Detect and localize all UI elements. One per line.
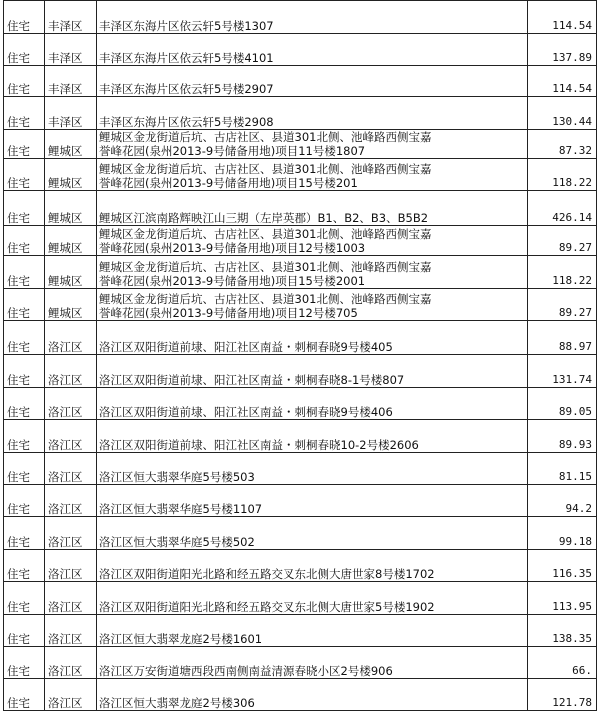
cell-address (97, 191, 528, 226)
cell-area: 114.54 (528, 1, 597, 34)
cell-district: 洛江区 (45, 355, 97, 388)
address-line: 鲤城区金龙街道后坑、古店社区、县道301北侧、池峰路西侧宝嘉 (99, 162, 432, 176)
cell-area: 118.22 (528, 256, 597, 289)
cell-address (97, 485, 528, 517)
cell-district: 洛江区 (45, 582, 97, 615)
cell-district: 丰泽区 (45, 1, 97, 34)
cell-property-type: 住宅 (4, 66, 45, 97)
table-row (4, 615, 597, 647)
table-row (4, 517, 597, 550)
address-line: 洛江区恒大翡翠华庭5号楼502 (99, 535, 255, 549)
cell-district: 洛江区 (45, 321, 97, 355)
address-line: 丰泽区东海片区依云轩5号楼1307 (99, 19, 274, 33)
cell-area: 138.35 (528, 615, 597, 647)
cell-district: 洛江区 (45, 550, 97, 582)
cell-address (97, 388, 528, 420)
table-row (4, 226, 597, 256)
cell-district: 洛江区 (45, 420, 97, 453)
cell-property-type: 住宅 (4, 321, 45, 355)
cell-area: 114.54 (528, 66, 597, 97)
cell-district: 洛江区 (45, 615, 97, 647)
cell-property-type: 住宅 (4, 159, 45, 191)
address-line: 誉峰花园(泉州2013-9号储备用地)项目15号楼2001 (99, 274, 366, 288)
table-row (4, 679, 597, 711)
cell-district: 洛江区 (45, 388, 97, 420)
table-row (4, 550, 597, 582)
address-line: 鲤城区江滨南路辉映江山三期（左岸英郡）B1、B2、B3、B5B2 (99, 211, 429, 225)
table-row (4, 1, 597, 34)
address-line: 鲤城区金龙街道后坑、古店社区、县道301北侧、池峰路西侧宝嘉 (99, 292, 432, 306)
table-row (4, 647, 597, 679)
cell-area: 131.74 (528, 355, 597, 388)
cell-area: 89.05 (528, 388, 597, 420)
cell-area: 66. (528, 647, 597, 679)
address-line: 洛江区恒大翡翠龙庭2号楼306 (99, 696, 255, 710)
table-row (4, 191, 597, 226)
table-row (4, 582, 597, 615)
cell-address (97, 582, 528, 615)
table-row (4, 97, 597, 130)
cell-property-type: 住宅 (4, 550, 45, 582)
cell-district: 鲤城区 (45, 130, 97, 159)
cell-address (97, 615, 528, 647)
cell-district: 鲤城区 (45, 226, 97, 256)
table-row (4, 130, 597, 159)
cell-area: 89.27 (528, 226, 597, 256)
cell-area: 88.97 (528, 321, 597, 355)
address-line: 鲤城区金龙街道后坑、古店社区、县道301北侧、池峰路西侧宝嘉 (99, 227, 432, 241)
table-row (4, 256, 597, 289)
cell-property-type: 住宅 (4, 289, 45, 321)
cell-district: 丰泽区 (45, 34, 97, 66)
cell-address (97, 256, 528, 289)
table-row (4, 453, 597, 485)
cell-district: 丰泽区 (45, 97, 97, 130)
cell-address (97, 355, 528, 388)
cell-district: 洛江区 (45, 453, 97, 485)
cell-area: 118.22 (528, 159, 597, 191)
cell-property-type: 住宅 (4, 679, 45, 711)
cell-area: 113.95 (528, 582, 597, 615)
cell-area: 89.93 (528, 420, 597, 453)
table-body (4, 1, 597, 711)
cell-address (97, 159, 528, 191)
cell-property-type: 住宅 (4, 420, 45, 453)
address-line: 丰泽区东海片区依云轩5号楼2907 (99, 82, 274, 96)
table-row (4, 388, 597, 420)
cell-area: 130.44 (528, 97, 597, 130)
cell-address (97, 679, 528, 711)
cell-address (97, 226, 528, 256)
address-line: 誉峰花园(泉州2013-9号储备用地)项目12号楼705 (99, 306, 358, 320)
table-row (4, 289, 597, 321)
address-line: 洛江区双阳街道前埭、阳江社区南益・刺桐春晓10-2号楼2606 (99, 438, 419, 452)
address-line: 鲤城区金龙街道后坑、古店社区、县道301北侧、池峰路西侧宝嘉 (99, 260, 432, 274)
cell-property-type: 住宅 (4, 191, 45, 226)
cell-area: 121.78 (528, 679, 597, 711)
address-line: 誉峰花园(泉州2013-9号储备用地)项目11号楼1807 (99, 144, 366, 158)
address-line: 鲤城区金龙街道后坑、古店社区、县道301北侧、池峰路西侧宝嘉 (99, 130, 432, 144)
address-line: 洛江区恒大翡翠华庭5号楼1107 (99, 502, 263, 516)
cell-district: 鲤城区 (45, 191, 97, 226)
table-row (4, 355, 597, 388)
address-line: 誉峰花园(泉州2013-9号储备用地)项目12号楼1003 (99, 241, 366, 255)
address-line: 洛江区双阳街道前埭、阳江社区南益・刺桐春晓9号楼405 (99, 340, 393, 354)
address-line: 洛江区双阳街道阳光北路和经五路交叉东北侧大唐世家5号楼1902 (99, 600, 435, 614)
cell-district: 鲤城区 (45, 256, 97, 289)
cell-district: 鲤城区 (45, 159, 97, 191)
cell-area: 137.89 (528, 34, 597, 66)
cell-area: 426.14 (528, 191, 597, 226)
cell-address (97, 321, 528, 355)
cell-address (97, 34, 528, 66)
cell-property-type: 住宅 (4, 130, 45, 159)
table-row (4, 420, 597, 453)
cell-district: 洛江区 (45, 485, 97, 517)
cell-property-type: 住宅 (4, 355, 45, 388)
cell-area: 87.32 (528, 130, 597, 159)
cell-area: 94.2 (528, 485, 597, 517)
cell-area: 89.27 (528, 289, 597, 321)
cell-district: 洛江区 (45, 679, 97, 711)
address-line: 丰泽区东海片区依云轩5号楼4101 (99, 51, 274, 65)
table-row (4, 66, 597, 97)
cell-address (97, 1, 528, 34)
cell-address (97, 420, 528, 453)
cell-address (97, 453, 528, 485)
cell-property-type: 住宅 (4, 453, 45, 485)
cell-address (97, 130, 528, 159)
address-line: 丰泽区东海片区依云轩5号楼2908 (99, 115, 274, 129)
cell-district: 洛江区 (45, 517, 97, 550)
table-row (4, 159, 597, 191)
table-row (4, 34, 597, 66)
cell-property-type: 住宅 (4, 226, 45, 256)
cell-property-type: 住宅 (4, 517, 45, 550)
cell-property-type: 住宅 (4, 388, 45, 420)
cell-property-type: 住宅 (4, 97, 45, 130)
table-row (4, 485, 597, 517)
address-line: 誉峰花园(泉州2013-9号储备用地)项目15号楼201 (99, 176, 358, 190)
cell-area: 81.15 (528, 453, 597, 485)
cell-property-type: 住宅 (4, 34, 45, 66)
cell-address (97, 66, 528, 97)
cell-address (97, 97, 528, 130)
cell-property-type: 住宅 (4, 256, 45, 289)
cell-area: 99.18 (528, 517, 597, 550)
cell-district: 鲤城区 (45, 289, 97, 321)
cell-address (97, 550, 528, 582)
cell-property-type: 住宅 (4, 647, 45, 679)
cell-area: 116.35 (528, 550, 597, 582)
cell-property-type: 住宅 (4, 1, 45, 34)
address-line: 洛江区双阳街道阳光北路和经五路交叉东北侧大唐世家8号楼1702 (99, 567, 435, 581)
address-line: 洛江区恒大翡翠华庭5号楼503 (99, 470, 255, 484)
cell-district: 丰泽区 (45, 66, 97, 97)
address-line: 洛江区双阳街道前埭、阳江社区南益・刺桐春晓9号楼406 (99, 405, 393, 419)
cell-property-type: 住宅 (4, 615, 45, 647)
cell-property-type: 住宅 (4, 485, 45, 517)
property-table (3, 0, 597, 711)
address-line: 洛江区万安街道塘西段西南侧南益清源春晓小区2号楼906 (99, 664, 393, 678)
address-line: 洛江区恒大翡翠龙庭2号楼1601 (99, 632, 263, 646)
cell-address (97, 517, 528, 550)
cell-address (97, 647, 528, 679)
cell-property-type: 住宅 (4, 582, 45, 615)
cell-address (97, 289, 528, 321)
table-row (4, 321, 597, 355)
cell-district: 洛江区 (45, 647, 97, 679)
address-line: 洛江区双阳街道前埭、阳江社区南益・刺桐春晓8-1号楼807 (99, 373, 405, 387)
